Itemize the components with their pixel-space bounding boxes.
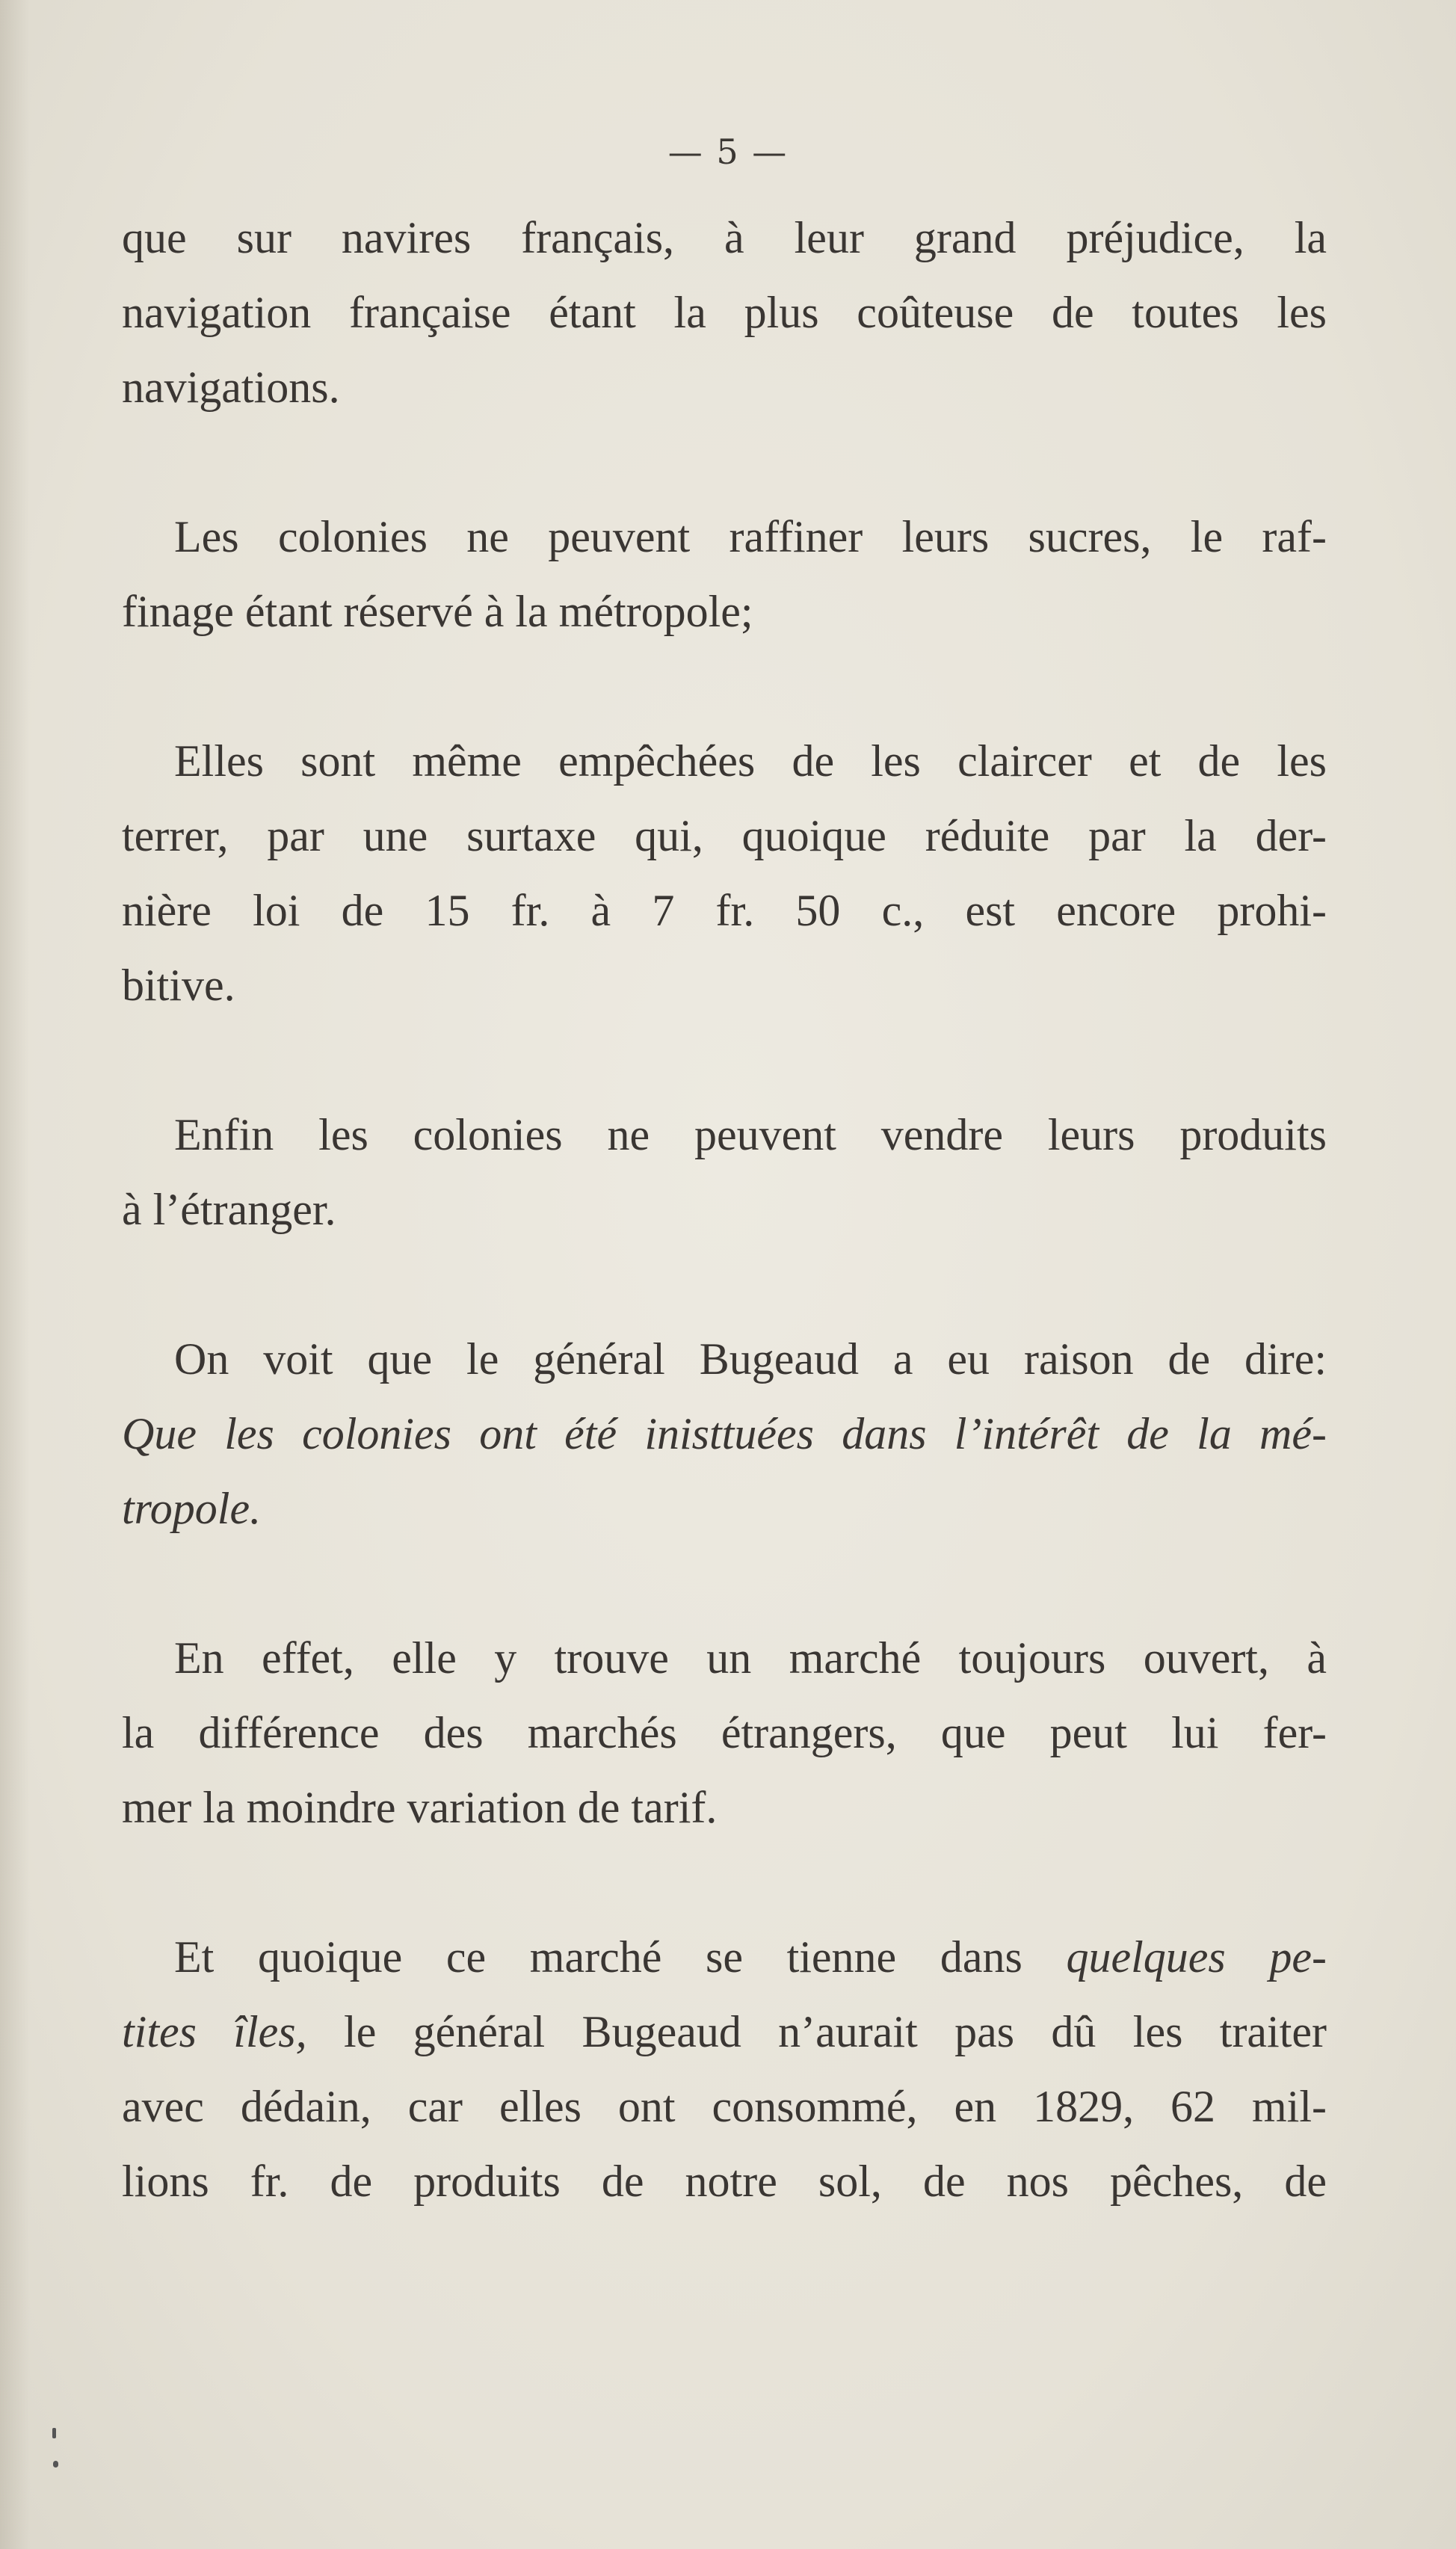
paragraph-2	[122, 499, 1327, 649]
text-line: à l’étranger.	[122, 1185, 336, 1234]
text-line: navigation française étant la plus coûteuse de toutes les	[122, 288, 1327, 337]
italic-segment: tites îles,	[122, 2007, 307, 2056]
ink-speck	[52, 2428, 56, 2438]
text-line: Les colonies ne peuvent raffiner leurs sucres, le raf-	[174, 512, 1327, 561]
text-line: Elles sont même empêchées de les claircer et de les	[174, 736, 1327, 786]
spine-shadow	[0, 0, 30, 2549]
paragraph-4	[122, 1097, 1327, 1247]
text-line: Enfin les colonies ne peuvent vendre leurs produits	[174, 1110, 1327, 1159]
text-segment: le général Bugeaud n’aurait pas dû les traiter	[306, 2007, 1327, 2056]
text-line: nière loi de 15 fr. à 7 fr. 50 c., est encore prohi-	[122, 886, 1327, 935]
text-line: terrer, par une surtaxe qui, quoique réduite par la der-	[122, 811, 1327, 860]
text-line: finage étant réservé à la métropole;	[122, 587, 753, 636]
paragraph-5	[122, 1322, 1327, 1546]
text-line: avec dédain, car elles ont consommé, en 1829, 62 mil-	[122, 2082, 1327, 2131]
text-line: En effet, elle y trouve un marché toujours ouvert, à	[174, 1633, 1327, 1683]
text-line: navigations.	[122, 363, 340, 412]
quote-line: Que les colonies ont été inisttuées dans l’intérêt de la mé-	[122, 1409, 1327, 1458]
paragraph-7	[122, 1920, 1327, 2219]
paragraph-6	[122, 1621, 1327, 1845]
paragraph-3	[122, 724, 1327, 1023]
text-line: la différence des marchés étrangers, que peut lui fer-	[122, 1708, 1327, 1757]
text-line: On voit que le général Bugeaud a eu raison de dire:	[174, 1334, 1327, 1384]
quote-line: tropole.	[122, 1484, 262, 1533]
text-line	[122, 1920, 1327, 1994]
page-number: — 5 —	[667, 132, 789, 172]
ink-speck	[53, 2461, 58, 2468]
paragraph-1	[122, 200, 1327, 425]
text-segment: Et quoique ce marché se tienne dans	[174, 1932, 1067, 1982]
italic-segment: quelques pe-	[1066, 1932, 1327, 1982]
text-line: bitive.	[122, 961, 235, 1010]
text-line: mer la moindre variation de tarif.	[122, 1783, 718, 1832]
text-line	[122, 1994, 1327, 2069]
text-line: lions fr. de produits de notre sol, de nos pêches, de	[122, 2157, 1327, 2206]
body-text	[122, 200, 1327, 2219]
text-line: que sur navires français, à leur grand préjudice, la	[122, 213, 1327, 262]
